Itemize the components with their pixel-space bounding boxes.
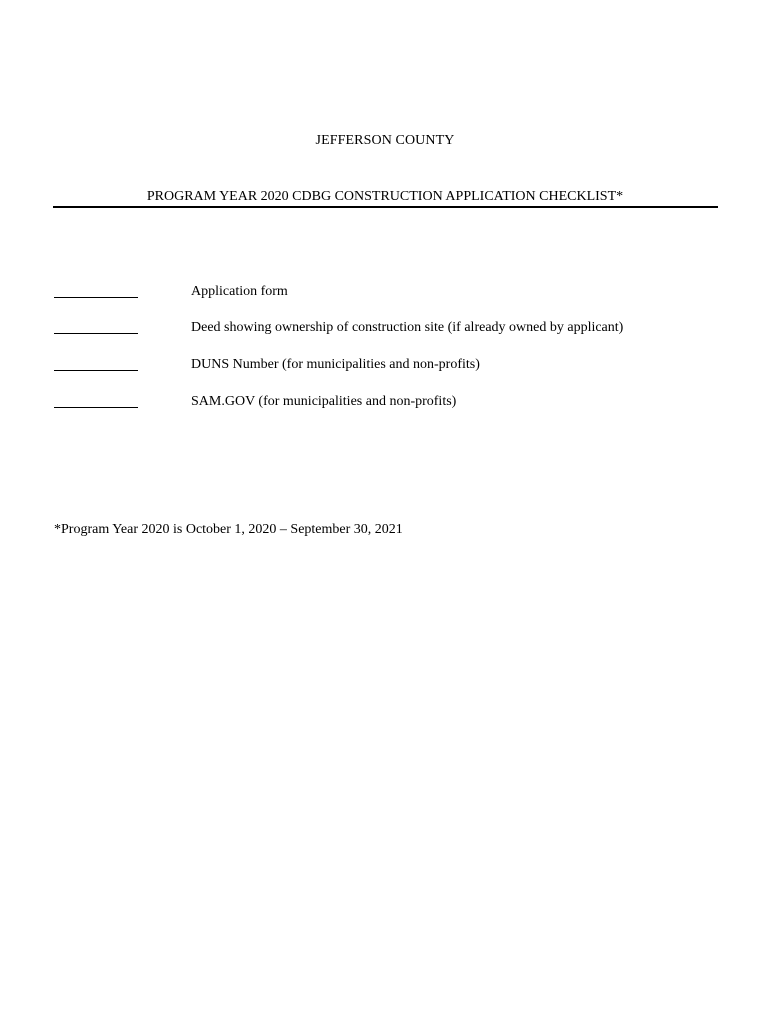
checkbox-blank-line[interactable] [54, 370, 138, 371]
checklist-item-label: SAM.GOV (for municipalities and non-profits) [191, 394, 457, 409]
checkbox-blank-line[interactable] [54, 297, 138, 298]
program-year-footnote: *Program Year 2020 is October 1, 2020 – September 30, 2021 [54, 522, 403, 537]
county-heading: JEFFERSON COUNTY [315, 133, 455, 148]
title-underline [53, 206, 718, 208]
checklist-item [0, 394, 770, 414]
checklist-item-label: DUNS Number (for municipalities and non-profits) [191, 357, 480, 372]
checkbox-blank-line[interactable] [54, 333, 138, 334]
checklist-item-label: Application form [191, 284, 288, 299]
checklist-item [0, 320, 770, 340]
checklist-item-label: Deed showing ownership of construction site (if already owned by applicant) [191, 320, 624, 335]
checklist-title: PROGRAM YEAR 2020 CDBG CONSTRUCTION APPLICATION CHECKLIST* [146, 189, 624, 204]
checkbox-blank-line[interactable] [54, 407, 138, 408]
checklist-item [0, 284, 770, 304]
checklist-item [0, 357, 770, 377]
